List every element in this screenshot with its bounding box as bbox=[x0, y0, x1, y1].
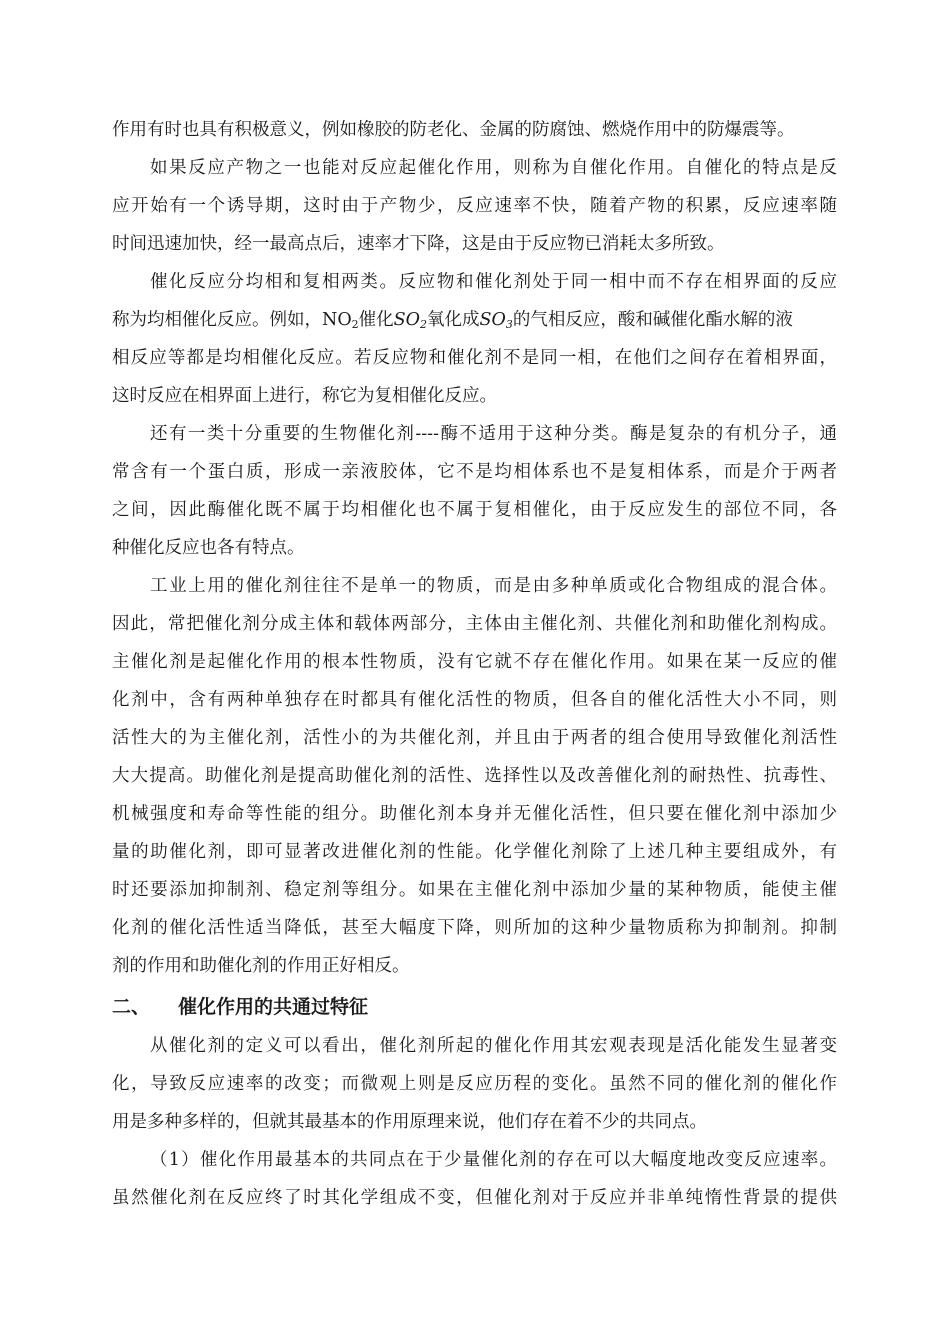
paragraph-line: 应开始有一个诱导期，这时由于产物少，反应速率不快，随着产物的积累，反应速率随 bbox=[112, 196, 837, 216]
section-heading bbox=[112, 987, 837, 1027]
page-content bbox=[112, 111, 837, 1217]
formula-so3 bbox=[480, 310, 513, 330]
formula-base: SO bbox=[479, 310, 506, 330]
paragraph-line: 时还要添加抑制剂、稳定剂等组分。如果在主催化剂中添加少量的某种物质，能使主催 bbox=[112, 880, 837, 900]
paragraph-line: 大大提高。助催化剂是提高助催化剂的活性、选择性以及改善催化剂的耐热性、抗毒性、 bbox=[112, 766, 837, 786]
paragraph-line: 这时反应在相界面上进行，称它为复相催化反应。 bbox=[112, 386, 497, 406]
paragraph-line: 催化反应分均相和复相两类。反应物和催化剂处于同一相中而不存在相界面的反应 bbox=[150, 272, 837, 292]
paragraph-line: 化剂中，含有两种单独存在时都具有催化活性的物质，但各自的催化活性大小不同，则 bbox=[112, 690, 837, 710]
paragraph-line: 因此，常把催化剂分成主体和载体两部分，主体由主催化剂、共催化剂和助催化剂构成。 bbox=[112, 614, 837, 634]
paragraph-line: 作用有时也具有积极意义，例如橡胶的防老化、金属的防腐蚀、燃烧作用中的防爆震等。 bbox=[112, 120, 795, 140]
paragraph-line: 时间迅速加快，经一最高点后，速率才下降，这是由于反应物已消耗太多所致。 bbox=[112, 234, 725, 254]
paragraph-line: 相反应等都是均相催化反应。若反应物和催化剂不是同一相，在他们之间存在着相界面， bbox=[112, 348, 837, 368]
paragraph-line: 化剂的催化活性适当降低，甚至大幅度下降，则所加的这种少量物质称为抑制剂。抑制 bbox=[112, 918, 837, 938]
paragraph-line: 之间，因此酶催化既不属于均相催化也不属于复相催化，由于反应发生的部位不同，各 bbox=[112, 500, 837, 520]
formula-base: SO bbox=[393, 310, 421, 330]
paragraph-line: 常含有一个蛋白质，形成一亲液胶体，它不是均相体系也不是复相体系，而是介于两者 bbox=[112, 462, 837, 482]
formula-line bbox=[112, 301, 837, 339]
section-title: 催化作用的共通过特征 bbox=[178, 996, 369, 1018]
paragraph-line: 主催化剂是起催化作用的根本性物质，没有它就不存在催化作用。如果在某一反应的催 bbox=[112, 652, 837, 672]
paragraph-line: 工业上用的催化剂往往不是单一的物质，而是由多种单质或化合物组成的混合体。 bbox=[150, 576, 837, 596]
paragraph-line: 从催化剂的定义可以看出，催化剂所起的催化作用其宏观表现是活化能发生显著变 bbox=[150, 1036, 837, 1056]
paragraph-line: 如果反应产物之一也能对反应起催化作用，则称为自催化作用。自催化的特点是反 bbox=[150, 158, 837, 178]
section-number: 二、 bbox=[112, 996, 151, 1018]
paragraph-line: （1）催化作用最基本的共同点在于少量催化剂的存在可以大幅度地改变反应速率。 bbox=[150, 1150, 837, 1170]
text-span: 氧化成 bbox=[427, 310, 480, 330]
paragraph-line: 剂的作用和助催化剂的作用正好相反。 bbox=[112, 956, 410, 976]
paragraph-line: 还有一类十分重要的生物催化剂----酶不适用于这种分类。酶是复杂的有机分子，通 bbox=[150, 424, 837, 444]
paragraph-line: 化，导致反应速率的改变；而微观上则是反应历程的变化。虽然不同的催化剂的催化作 bbox=[112, 1074, 837, 1094]
paragraph-line: 用是多种多样的，但就其最基本的作用原理来说，他们存在着不少的共同点。 bbox=[112, 1112, 707, 1132]
text-span: 称为均相催化反应。例如， bbox=[112, 310, 322, 330]
text-span: 催化 bbox=[358, 310, 394, 330]
text-span: 的气相反应，酸和碱催化酯水解的液 bbox=[512, 310, 793, 330]
formula-base: NO bbox=[322, 310, 352, 330]
formula-no2 bbox=[322, 310, 359, 330]
formula-subscript: 3 bbox=[505, 318, 513, 331]
formula-so2 bbox=[394, 310, 427, 330]
paragraph-line: 种催化反应也各有特点。 bbox=[112, 538, 305, 558]
paragraph-line: 活性大的为主催化剂，活性小的为共催化剂，并且由于两者的组合使用导致催化剂活性 bbox=[112, 728, 837, 748]
formula-subscript: 2 bbox=[420, 318, 428, 331]
paragraph-line: 虽然催化剂在反应终了时其化学组成不变，但催化剂对于反应并非单纯惰性背景的提供 bbox=[112, 1188, 837, 1208]
formula-subscript: 2 bbox=[351, 318, 359, 331]
paragraph-line: 量的助催化剂，即可显著改进催化剂的性能。化学催化剂除了上述几种主要组成外，有 bbox=[112, 842, 837, 862]
paragraph-line: 机械强度和寿命等性能的组分。助催化剂本身并无催化活性，但只要在催化剂中添加少 bbox=[112, 804, 837, 824]
